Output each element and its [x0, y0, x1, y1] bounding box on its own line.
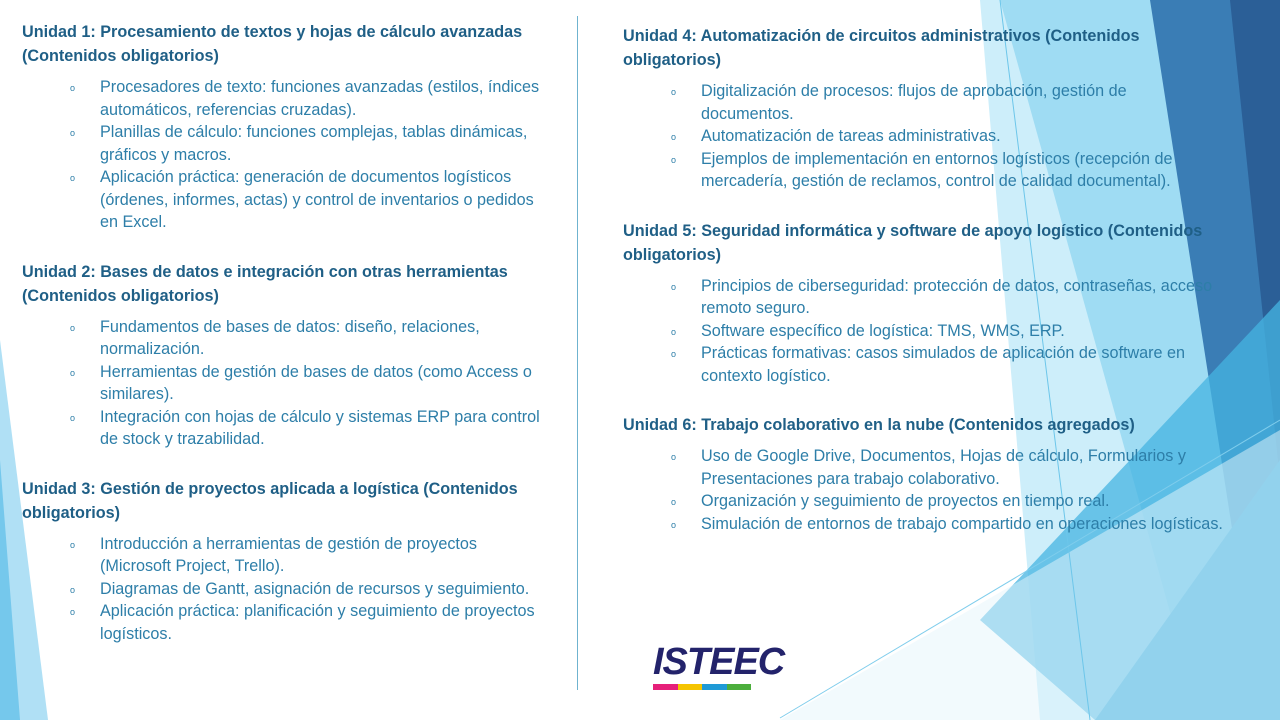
unit-title: Unidad 6: Trabajo colaborativo en la nube (Contenidos agregados) — [623, 416, 1135, 434]
list-item — [70, 600, 552, 645]
list-item — [671, 513, 1223, 536]
unit-section — [623, 413, 1223, 535]
bullet-circle-icon: o — [70, 367, 76, 378]
unit-title: Unidad 3: Gestión de proyectos aplicada a logística (Contenidos obligatorios) — [22, 479, 518, 522]
bullet-circle-icon: o — [70, 173, 76, 183]
bullet-list — [22, 316, 552, 451]
list-item-text: Prácticas formativas: casos simulados de aplicación de software en contexto logístico. — [701, 344, 1186, 385]
unit-title: Unidad 2: Bases de datos e integración con otras herramientas (Contenidos obligatorios) — [22, 262, 508, 305]
unit-section — [623, 219, 1223, 388]
list-item-text: Principios de ciberseguridad: protección de datos, contraseñas, acceso remoto seguro. — [701, 276, 1213, 317]
bullet-circle-icon: o — [70, 584, 76, 595]
bullet-circle-icon: o — [70, 539, 76, 550]
list-item — [671, 490, 1223, 513]
list-item-text: Introducción a herramientas de gestión de proyectos (Microsoft Project, Trello). — [100, 534, 478, 575]
logo-color-stripes — [653, 684, 751, 690]
list-item — [671, 80, 1223, 125]
bullet-circle-icon: o — [70, 83, 76, 93]
logo-stripe — [653, 684, 678, 690]
list-item — [70, 361, 552, 406]
unit-section — [22, 260, 552, 451]
unit-title: Unidad 1: Procesamiento de textos y hojas de cálculo avanzadas (Contenidos obligatorios) — [22, 23, 523, 65]
unit-title: Unidad 4: Automatización de circuitos administrativos (Contenidos obligatorios) — [623, 27, 1140, 69]
list-item — [70, 76, 552, 121]
list-item-text: Procesadores de texto: funciones avanzadas (estilos, índices automáticos, referencias cruzadas). — [100, 78, 540, 119]
unit-section — [623, 24, 1223, 193]
list-item-text: Organización y seguimiento de proyectos en tiempo real. — [701, 492, 1110, 510]
bullet-circle-icon: o — [671, 497, 677, 507]
bullet-list — [22, 533, 552, 646]
list-item — [671, 445, 1223, 490]
right-column — [623, 24, 1223, 561]
logo-stripe — [678, 684, 703, 690]
list-item-text: Diagramas de Gantt, asignación de recursos y seguimiento. — [100, 579, 530, 598]
bullet-circle-icon: o — [671, 154, 677, 165]
bullet-circle-icon: o — [671, 519, 677, 530]
left-column — [22, 20, 552, 671]
list-item — [70, 406, 552, 451]
list-item-text: Software específico de logística: TMS, WMS, ERP. — [701, 321, 1065, 340]
list-item-text: Herramientas de gestión de bases de datos (como Access o similares). — [100, 362, 532, 403]
bullet-list — [623, 275, 1223, 388]
list-item-text: Simulación de entornos de trabajo compartido en operaciones logísticas. — [701, 514, 1223, 533]
list-item-text: Integración con hojas de cálculo y sistemas ERP para control de stock y trazabilidad. — [100, 407, 540, 448]
list-item-text: Ejemplos de implementación en entornos logísticos (recepción de mercadería, gestión de reclamos, control de calidad documental). — [701, 149, 1173, 190]
isteec-logo — [653, 640, 785, 696]
bullet-circle-icon: o — [671, 132, 677, 142]
logo-text: ISTEEC — [653, 641, 785, 683]
unit-title: Unidad 5: Seguridad informática y software de apoyo logístico (Contenidos obligatorios) — [623, 221, 1203, 264]
list-item — [70, 578, 552, 601]
bullet-circle-icon: o — [671, 87, 677, 97]
list-item-text: Digitalización de procesos: flujos de aprobación, gestión de documentos. — [701, 82, 1127, 123]
bullet-circle-icon: o — [671, 452, 677, 462]
bullet-list — [22, 76, 552, 234]
list-item-text: Aplicación práctica: generación de documentos logísticos (órdenes, informes, actas) y control de inventarios o pedidos en Excel. — [100, 168, 534, 231]
unit-section — [22, 20, 552, 234]
list-item — [70, 316, 552, 361]
list-item-text: Planillas de cálculo: funciones complejas, tablas dinámicas, gráficos y macros. — [100, 123, 528, 164]
list-item — [671, 275, 1223, 320]
list-item — [671, 125, 1223, 148]
bullet-circle-icon: o — [671, 326, 677, 337]
bullet-circle-icon: o — [671, 281, 677, 292]
list-item-text: Fundamentos de bases de datos: diseño, relaciones, normalización. — [100, 317, 480, 358]
unit-section — [22, 477, 552, 646]
list-item-text: Uso de Google Drive, Documentos, Hojas de cálculo, Formularios y Presentaciones para trabajo colaborativo. — [701, 447, 1186, 488]
list-item — [70, 166, 552, 234]
bullet-circle-icon: o — [70, 607, 76, 617]
list-item — [70, 533, 552, 578]
bullet-circle-icon: o — [70, 412, 76, 423]
list-item — [70, 121, 552, 166]
list-item — [671, 148, 1223, 193]
logo-stripe — [702, 684, 727, 690]
bullet-list — [623, 80, 1223, 193]
list-item-text: Automatización de tareas administrativas. — [701, 127, 1001, 145]
bullet-circle-icon: o — [70, 128, 76, 138]
bullet-circle-icon: o — [671, 349, 677, 359]
column-divider — [577, 16, 578, 690]
bullet-list — [623, 445, 1223, 535]
list-item — [671, 342, 1223, 387]
bullet-circle-icon: o — [70, 322, 76, 333]
logo-stripe — [727, 684, 752, 690]
list-item — [671, 320, 1223, 343]
list-item-text: Aplicación práctica: planificación y seguimiento de proyectos logísticos. — [100, 602, 535, 643]
